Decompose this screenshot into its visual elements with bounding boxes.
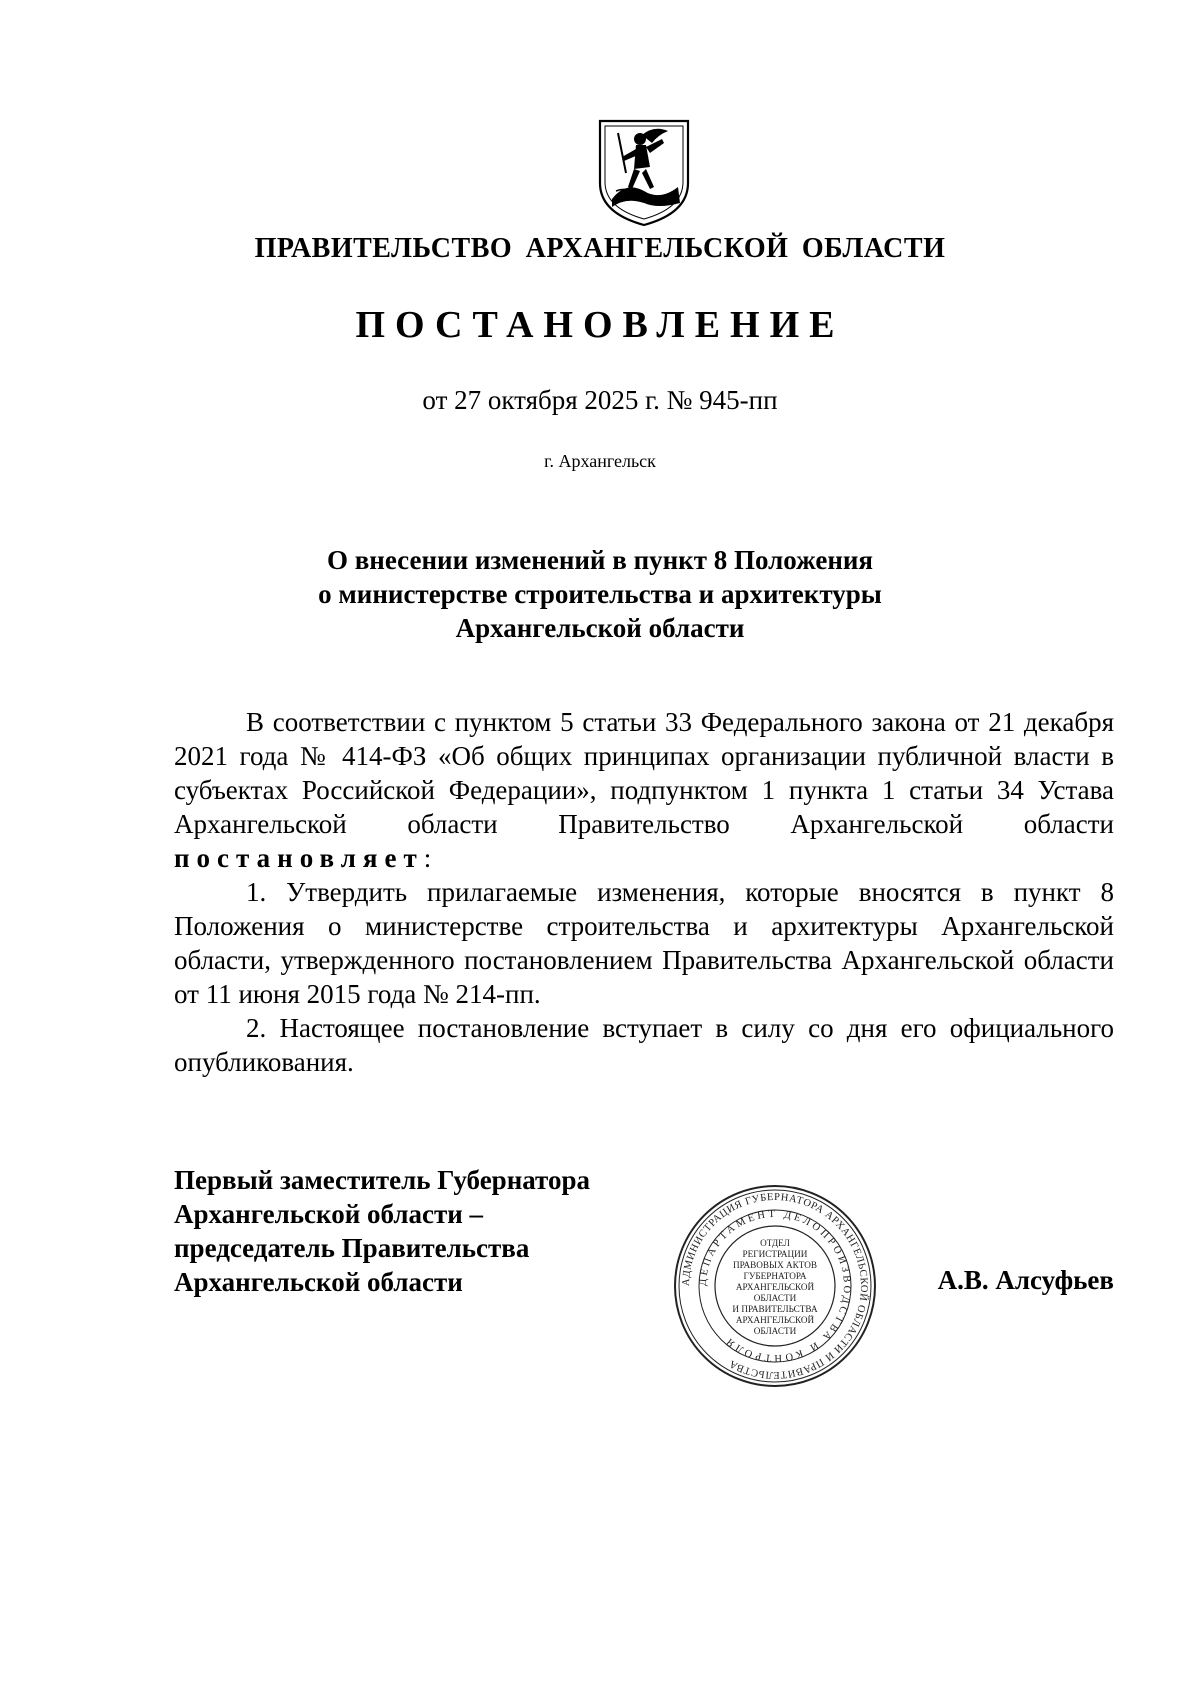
document-body xyxy=(174,705,1114,1079)
signatory-title-line: Архангельской области xyxy=(174,1267,463,1297)
preamble-text: В соответствии с пунктом 5 статьи 33 Федерального закона от 21 декабря 2021 года № 414-ФЗ «Об общих принципах организации публичной власти в субъектах Российской Федерации», подпунктом 1 пункта 1 статьи 34 Устава Архангельской области Правительство Архангельской области xyxy=(174,707,1114,839)
seal-center-line: ОТДЕЛ xyxy=(760,1238,790,1248)
resolves-word: постановляет xyxy=(174,843,424,873)
signatory-title xyxy=(174,1163,654,1299)
seal-center-line: ГУБЕРНАТОРА xyxy=(743,1271,807,1281)
seal-outer-text: АДМИНИСТРАЦИЯ ГУБЕРНАТОРА АРХАНГЕЛЬСКОЙ ОБЛАСТИ И ПРАВИТЕЛЬСТВА xyxy=(680,1191,870,1381)
coat-of-arms-emblem xyxy=(596,117,692,229)
item-1-paragraph: 1. Утвердить прилагаемые изменения, которые вносятся в пункт 8 Положения о министерстве строительства и архитектуры Архангельской области, утвержденного постановлением Правительства Архангельской области от 11 июня 2015 года № 214-пп. xyxy=(174,877,1114,1009)
signatory-title-line: Первый заместитель Губернатора xyxy=(174,1165,590,1195)
seal-center-line: И ПРАВИТЕЛЬСТВА xyxy=(732,1304,818,1314)
seal-center-line: ПРАВОВЫХ АКТОВ xyxy=(732,1260,818,1270)
subject-line: о министерстве строительства и архитектуры xyxy=(318,579,882,609)
official-seal-stamp xyxy=(672,1183,878,1389)
seal-center-line: ОБЛАСТИ xyxy=(753,1326,797,1336)
resolves-colon: : xyxy=(423,843,432,873)
signatory-title-line: председатель Правительства xyxy=(174,1233,530,1263)
subject-line: О внесении изменений в пункт 8 Положения xyxy=(326,545,874,575)
signatory-name: А.В. Алсуфьев xyxy=(937,1265,1114,1295)
subject-line: Архангельской области xyxy=(455,613,745,643)
seal-ring-text: ДЕПАРТАМЕНТ ДЕЛОПРОИЗВОДСТВА И КОНТРОЛЯ xyxy=(697,1208,853,1364)
seal-center-line: АРХАНГЕЛЬСКОЙ xyxy=(735,1282,815,1292)
seal-center-line: ОБЛАСТИ xyxy=(753,1293,797,1303)
seal-center-line: АРХАНГЕЛЬСКОЙ xyxy=(735,1315,815,1325)
document-subject xyxy=(0,543,1200,645)
organization-name: ПРАВИТЕЛЬСТВО АРХАНГЕЛЬСКОЙ ОБЛАСТИ xyxy=(254,233,946,264)
preamble-paragraph xyxy=(174,705,1114,875)
item-2-paragraph: 2. Настоящее постановление вступает в силу со дня его официального опубликования. xyxy=(174,1013,1114,1077)
document-date-number: от 27 октября 2025 г. № 945-пп xyxy=(422,385,778,415)
seal-center-line: РЕГИСТРАЦИИ xyxy=(742,1249,808,1259)
signatory-title-line: Архангельской области – xyxy=(174,1199,484,1229)
document-city: г. Архангельск xyxy=(544,451,656,471)
document-type: ПОСТАНОВЛЕНИЕ xyxy=(355,304,845,346)
